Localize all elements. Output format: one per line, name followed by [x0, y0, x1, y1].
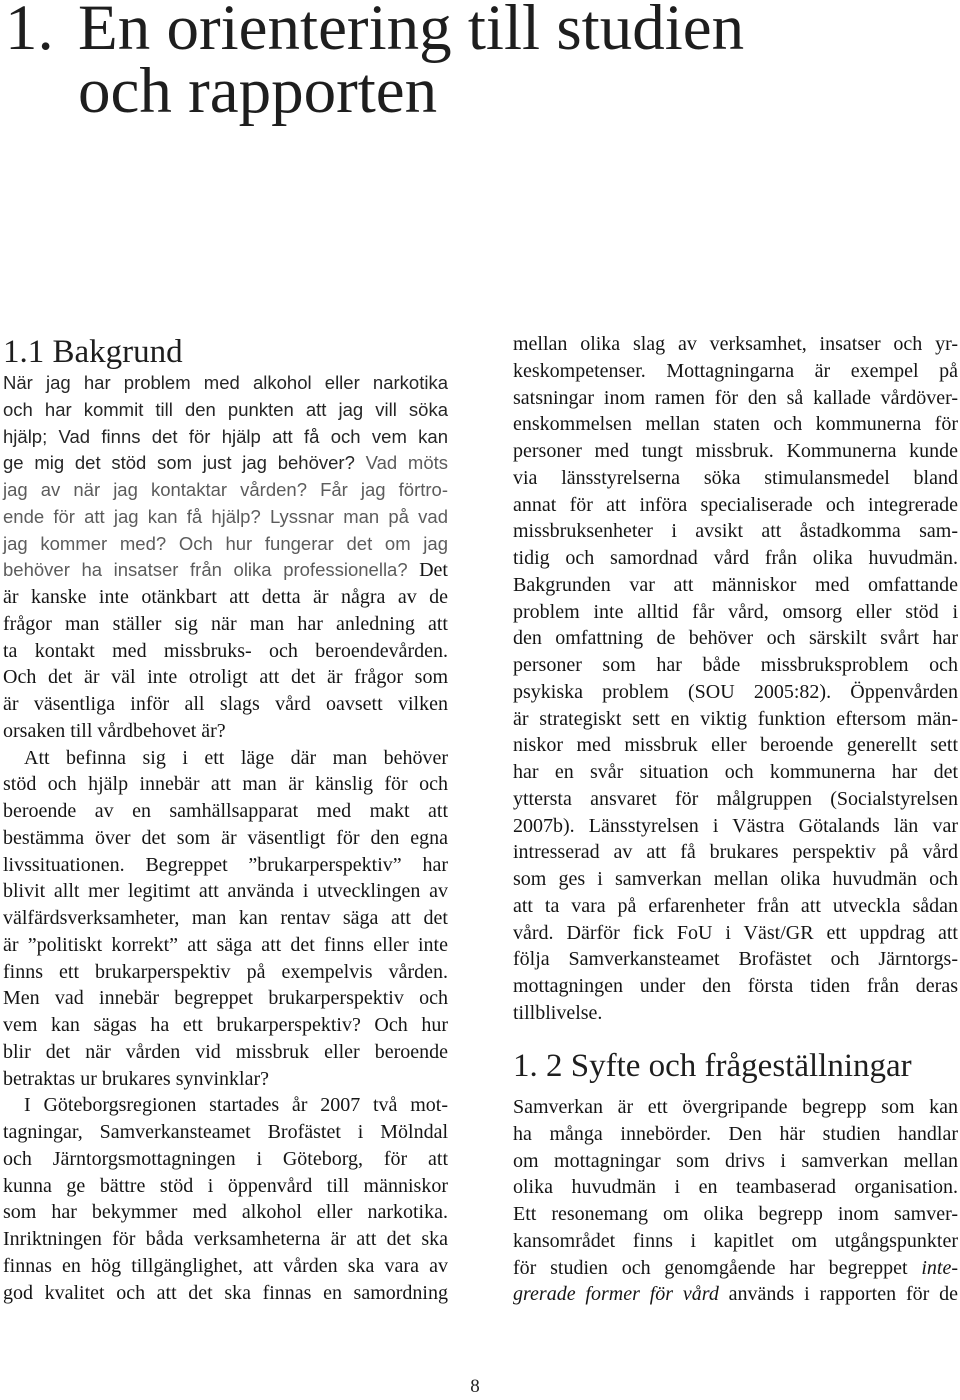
question-text: ge mig det stöd som just jag behöver? — [3, 452, 355, 474]
body-text-line: tillblivelse. — [513, 1001, 603, 1024]
body-text-line: bestämma över det som är väsentligt för den egna — [3, 826, 448, 849]
body-text-line: välfärdsverksamheter, man kan rentav säga att det — [3, 907, 448, 929]
chapter-number: 1. — [5, 0, 54, 64]
body-text-line: ha många innebörder. Den här studien handlar — [513, 1122, 958, 1145]
chapter-title — [0, 0, 960, 127]
chapter-title-line: En orientering till studien — [78, 0, 745, 64]
body-text-line: annat för att införa specialiserade och integrerade — [513, 493, 958, 516]
body-text-line: och Järntorgsmottagningen i Göteborg, för att — [3, 1147, 448, 1170]
body-text-line: yttersta ansvaret för målgruppen (Socialstyrelsen — [513, 787, 958, 810]
section-heading-syfte: 1. 2 Syfte och frågeställningar — [513, 1048, 912, 1084]
body-text-line: Men vad innebär begreppet brukarperspektiv och — [3, 987, 448, 1010]
question-text: behöver ha insatser från olika professionella? — [3, 559, 408, 581]
chapter-title-line: och rapporten — [78, 55, 438, 127]
question-line — [3, 450, 448, 477]
right-column-bottom — [513, 1094, 958, 1308]
body-text-line: vård. Därför fick FoU i Väst/GR ett uppdrag att — [513, 921, 958, 944]
body-text-line: personer med tungt missbruk. Kommunerna kunde — [513, 440, 958, 462]
body-text-line: via länsstyrelserna söka stimulansmedel bland — [513, 466, 958, 489]
body-text-line: Ett resonemang om olika begrepp inom samver- — [513, 1203, 958, 1225]
body-text-line: livssituationen. Begreppet ”brukarperspektiv” har — [3, 853, 448, 876]
body-text: för studien och genomgående har begreppet — [513, 1256, 922, 1279]
body-text: Det — [407, 559, 448, 582]
body-text-line: tidig och samordnad vård från olika huvudmän. — [513, 547, 958, 569]
body-text-line: keskompetenser. Mottagningarna är exempel på — [513, 359, 958, 382]
body-text-line: olika huvudmän i en teambaserad organisation. — [513, 1176, 958, 1199]
body-text-line: mottagningen under den första tiden från deras — [513, 975, 958, 997]
body-text-line: som har bekymmer med alkohol eller narkotika. — [3, 1201, 448, 1224]
body-text-line: blivit allt mer legitimt att använda i utvecklingen av — [3, 880, 448, 903]
body-text-line — [513, 1281, 958, 1308]
body-text-line: stöd och hjälp innebär att man är känslig för och — [3, 773, 448, 796]
body-text-line: som ges i samverkan mellan olika huvudmän och — [513, 868, 958, 890]
body-text-line: kansområdet finns i kapitlet om utgångspunkter — [513, 1229, 958, 1252]
body-text-line: niskor med missbruk eller beroende generellt sett — [513, 734, 958, 757]
body-text-line: ta kontakt med missbruks- och beroendevården. — [3, 639, 448, 662]
body-text-line: betraktas ur brukares synvinklar? — [3, 1067, 270, 1090]
body-text-line: 2007b). Länsstyrelsen i Västra Götalands län var — [513, 814, 958, 837]
body-text-line: är ”politiskt korrekt” att säga att det finns eller inte — [3, 933, 448, 956]
body-text-line: finns ett brukarperspektiv på exempelvis vården. — [3, 960, 448, 983]
body-text-line: är kanske inte otänkbart att detta är några av de — [3, 586, 448, 608]
question-line: ende för att jag kan få hjälp? Lyssnar man på vad — [3, 505, 448, 527]
body-text-line: frågor man ställer sig när man har anledning att — [3, 612, 448, 635]
body-text-line: att ta vara på erfarenheter från att utveckla sådan — [513, 894, 958, 917]
page-number: 8 — [470, 1376, 480, 1397]
body-text-line: problem inte alltid får vård, omsorg eller stöd i — [513, 600, 958, 623]
body-text-line: den omfattning de behöver och särskilt svårt har — [513, 627, 958, 650]
body-text-line: Bakgrunden var att människor med omfattande — [513, 573, 958, 596]
body-text-line: missbruksenheter i avsikt att åstadkomma sam- — [513, 520, 958, 543]
body-text-line: mellan olika slag av verksamhet, insatser och yr- — [513, 333, 958, 355]
body-text-line: finnas en hög tillgänglighet, att vården ska vara av — [3, 1254, 448, 1277]
question-line: jag kommer med? Och hur fungerar det om jag — [3, 532, 448, 554]
body-text-line — [3, 557, 448, 584]
body-text-line: I Göteborgsregionen startades år 2007 två mot- — [24, 1094, 448, 1117]
body-text-line: intresserad av att få brukares perspektiv på vård — [513, 841, 958, 864]
emphasis-text: inte- — [921, 1256, 958, 1279]
question-line: jag av när jag kontaktar vården? Får jag förtro- — [3, 479, 448, 500]
body-text-line: vem kan sägas ha ett brukarperspektiv? Och hur — [3, 1014, 448, 1036]
question-text: Vad möts — [354, 452, 448, 474]
body-text-line: har en svår situation och kommunerna har det — [513, 761, 958, 783]
question-line: och har kommit till den punkten att jag vill söka — [3, 398, 448, 420]
right-column-top — [513, 331, 958, 1027]
body-text-line: är strategiskt sett en viktig funktion eftersom män- — [513, 707, 958, 730]
body-text-line: enskommelsen mellan staten och kommunerna för — [513, 413, 958, 436]
body-text-line: blir det när vården vid missbruk eller beroende — [3, 1040, 448, 1063]
body-text-line: Inriktningen för båda verksamheterna är att det ska — [3, 1228, 448, 1250]
body-text-line: satsningar inom ramen för den så kallade vårdöver- — [513, 386, 958, 409]
body-text: används i rapporten för de — [718, 1283, 958, 1306]
body-text-line: om mottagningar som drivs i samverkan mellan — [513, 1149, 958, 1172]
section-heading-bakgrund: 1.1 Bakgrund — [3, 334, 183, 370]
chapter-title-text — [78, 0, 745, 127]
body-text-line: psykiska problem (SOU 2005:82). Öppenvården — [513, 680, 958, 703]
body-text-line: beroende av en samhällsapparat med makt att — [3, 800, 448, 822]
body-text-line: Och det är väl inte otroligt att det är frågor som — [3, 666, 448, 689]
body-text-line: följa Samverkansteamet Brofästet och Järntorgs- — [513, 948, 958, 971]
body-text-line: tagningar, Samverkansteamet Brofästet i Mölndal — [3, 1121, 448, 1143]
body-text-line: god kvalitet och att det ska finnas en samordning — [3, 1281, 448, 1304]
emphasis-text: grerade former för vård — [513, 1283, 719, 1306]
body-text-line: är väsentliga inför all slags vård oavsett vilken — [3, 693, 448, 715]
question-line: När jag har problem med alkohol eller narkotika — [3, 372, 448, 393]
body-text-line: personer som har både missbruksproblem och — [513, 654, 958, 676]
question-line: hjälp; Vad finns det för hjälp att få och vem kan — [3, 425, 448, 447]
body-text-line: Att befinna sig i ett läge där man behöver — [24, 746, 448, 769]
left-column — [3, 370, 448, 1306]
body-text-line: Samverkan är ett övergripande begrepp som kan — [513, 1096, 958, 1118]
body-text-line: kunna ge bättre stöd i öppenvård till människor — [3, 1174, 448, 1197]
body-text-line — [513, 1255, 958, 1282]
body-text-line: orsaken till vårdbehovet är? — [3, 719, 226, 742]
